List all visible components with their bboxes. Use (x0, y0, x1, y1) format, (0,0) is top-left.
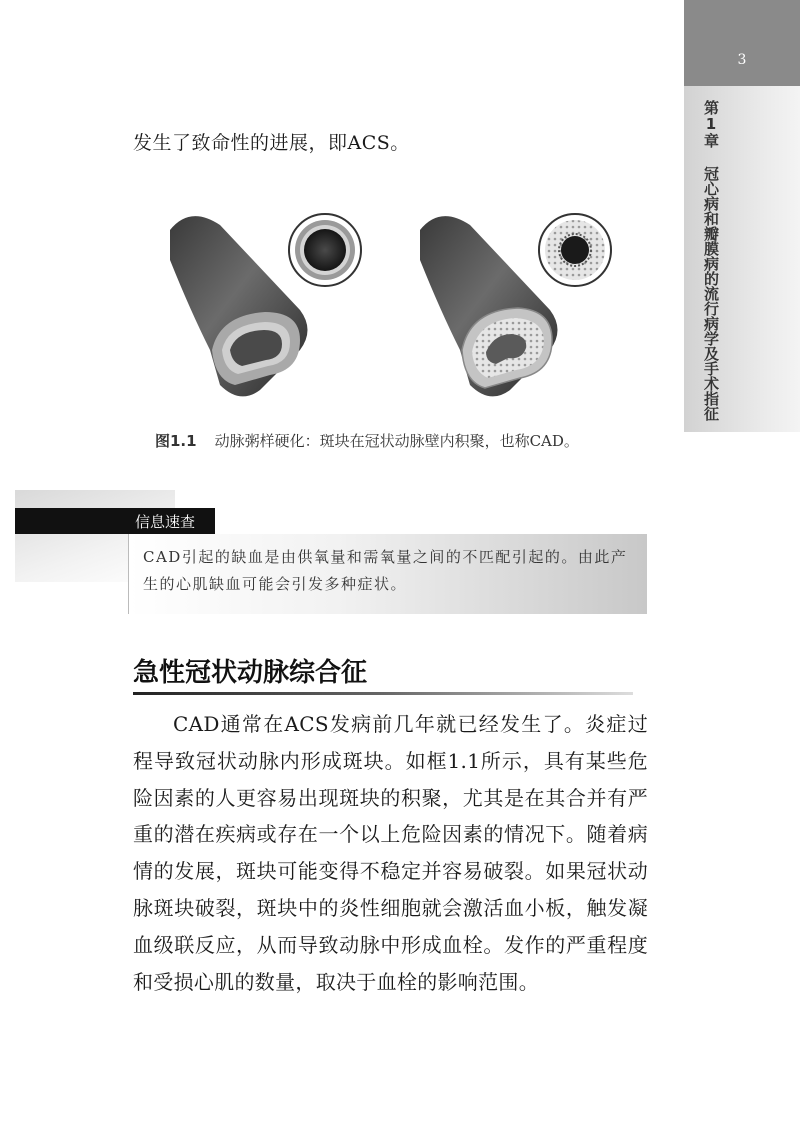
diseased-cross-section (539, 214, 611, 286)
intro-line: 发生了致命性的进展，即ACS。 (133, 132, 410, 154)
section-paragraph: CAD通常在ACS发病前几年就已经发生了。炎症过程导致冠状动脉内形成斑块。如框1.1所示，具有某些危险因素的人更容易出现斑块的积聚，尤其是在其合并有严重的潜在疾病或存在一个以上危险因素的情况下。随着病情的发展，斑块可能变得不稳定并容易破裂。如果冠状动脉斑块破裂，斑块中的炎性细胞就会激活血小板，触发凝血级联反应，从而导致动脉中形成血栓。发作的严重程度和受损心肌的数量，取决于血栓的影响范围。 (133, 712, 648, 994)
info-box-header (15, 508, 215, 534)
info-box-body (128, 534, 647, 614)
atherosclerosis-figure (150, 200, 620, 414)
chapter-title-vertical: 第1章 冠心病和瓣膜病的流行病学及手术指征 (702, 100, 720, 421)
healthy-cross-section (289, 214, 361, 286)
info-box-text: CAD引起的缺血是由供氧量和需氧量之间的不匹配引起的。由此产生的心肌缺血可能会引发多种症状。 (143, 548, 628, 593)
figure-label: 图1.1 (155, 432, 197, 450)
figure-caption-text: 动脉粥样硬化：斑块在冠状动脉壁内积聚，也称CAD。 (214, 432, 579, 450)
page-number: 3 (737, 52, 747, 68)
diseased-artery (420, 216, 558, 396)
healthy-artery (170, 216, 308, 396)
section-divider (133, 692, 633, 695)
figure-caption (155, 430, 579, 451)
chapter-tab-header (684, 0, 800, 86)
section-title: 急性冠状动脉综合征 (133, 658, 368, 688)
info-box-title: 信息速查 (135, 513, 196, 531)
